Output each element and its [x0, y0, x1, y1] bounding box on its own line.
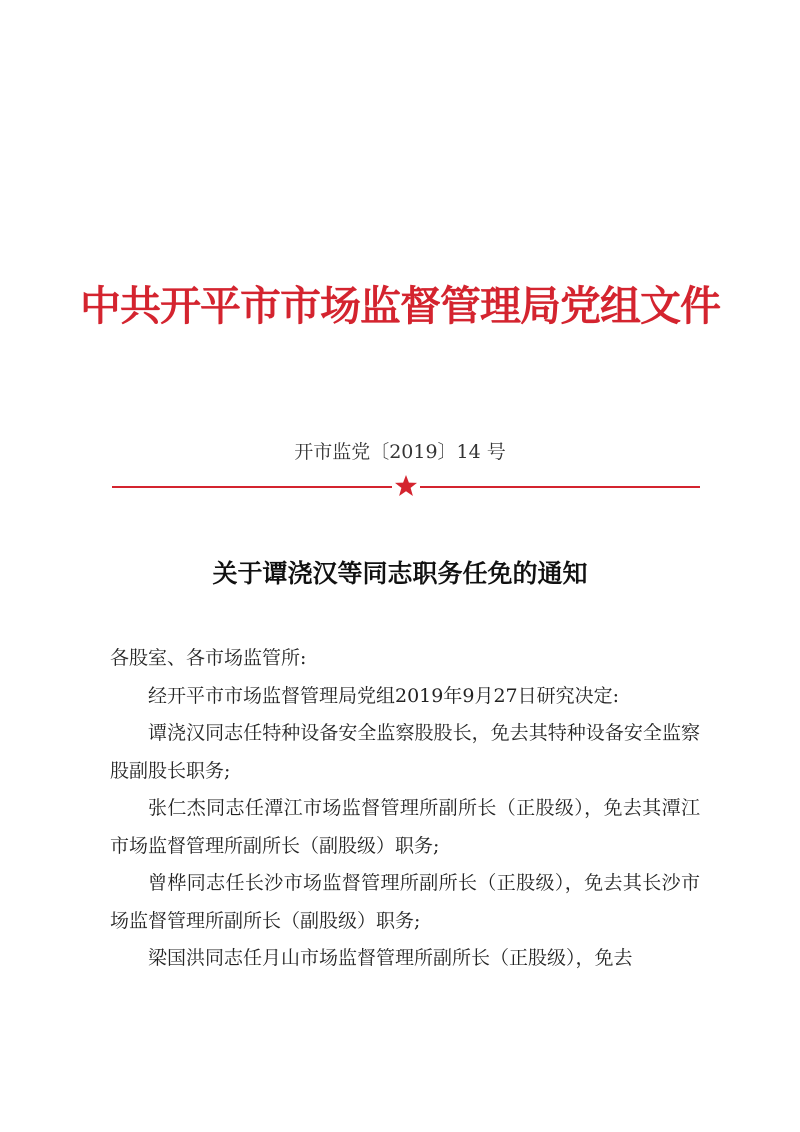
paragraph: 谭浇汉同志任特种设备安全监察股股长，免去其特种设备安全监察股副股长职务;: [110, 722, 700, 782]
salutation: 各股室、各市场监管所:: [110, 647, 307, 669]
paragraph: 经开平市市场监督管理局党组2019年9月27日研究决定:: [148, 684, 620, 707]
document-number: 开市监党〔2019〕14 号: [294, 441, 506, 463]
notice-body: [110, 640, 700, 978]
red-divider-left: [112, 486, 392, 488]
masthead-title: 中共开平市市场监督管理局党组文件: [80, 282, 720, 330]
paragraph: 曾桦同志任长沙市场监督管理所副所长（正股级），免去其长沙市场监督管理所副所长（副股级）职务;: [110, 872, 700, 932]
paragraph: 梁国洪同志任月山市场监督管理所副所长（正股级），免去: [148, 947, 633, 969]
star-icon: [394, 474, 418, 498]
red-divider-right: [420, 486, 700, 488]
notice-title: 关于谭浇汉等同志职务任免的通知: [212, 559, 588, 588]
paragraph: 张仁杰同志任潭江市场监督管理所副所长（正股级），免去其潭江市场监督管理所副所长（副股级）职务;: [110, 797, 700, 857]
